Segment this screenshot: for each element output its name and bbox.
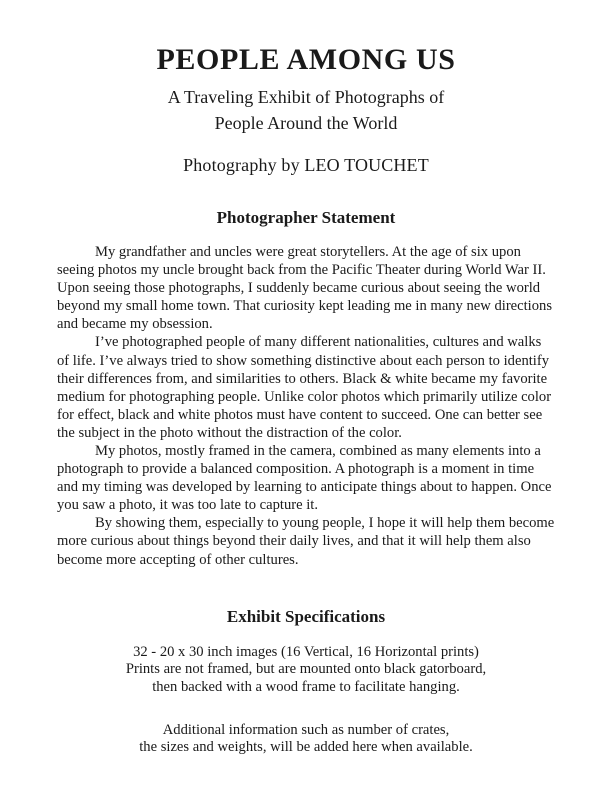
exhibit-specifications-body <box>71 644 541 696</box>
exhibit-specifications-heading: Exhibit Specifications <box>226 606 386 626</box>
statement-paragraph: I’ve photographed people of many different nationalities, cultures and walks of life. I’ve always tried to show something distinctive about each person to identify their differences from, and similarities to others. Black & white became my favorite medium for photographing people. Unlike color photos which primarily utilize color for effect, black and white photos must have content to succeed. One can better see the subject in the photo without the distraction of the color. <box>57 334 552 441</box>
specs-line: Prints are not framed, but are mounted onto black gatorboard, <box>125 661 487 678</box>
page-title: PEOPLE AMONG US <box>156 43 456 76</box>
specs-line: then backed with a wood frame to facilitate hanging. <box>152 678 460 695</box>
subtitle-line-2: People Around the World <box>214 112 398 133</box>
masthead <box>0 0 612 178</box>
byline: Photography by LEO TOUCHET <box>183 155 429 176</box>
specs-note-line: Additional information such as number of crates, <box>162 721 450 738</box>
subtitle-line-1: A Traveling Exhibit of Photographs of <box>167 87 445 108</box>
photographer-statement-heading: Photographer Statement <box>216 207 396 227</box>
specs-note-line: the sizes and weights, will be added here when available. <box>139 739 473 756</box>
exhibit-specifications-note <box>71 722 541 757</box>
subtitle <box>0 85 612 136</box>
statement-paragraph: By showing them, especially to young people, I hope it will help them become more curious about things beyond their daily lives, and that it will help them also become more accepting of other cultures. <box>57 515 555 568</box>
statement-paragraph: My grandfather and uncles were great storytellers. At the age of six upon seeing photos my uncle brought back from the Pacific Theater during World War II. Upon seeing those photographs, I suddenly became curious about seeing the world beyond my small home town. That curiosity kept leading me in many new directions and became my obsession. <box>57 243 553 333</box>
statement-paragraph: My photos, mostly framed in the camera, combined as many elements into a photograph to provide a balanced composition. A photograph is a moment in time and my timing was developed by learning to anticipate things about to happen. Once you saw a photo, it was too late to capture it. <box>57 443 552 514</box>
specs-line: 32 - 20 x 30 inch images (16 Vertical, 16 Horizontal prints) <box>133 643 479 660</box>
photographer-statement-body <box>57 243 555 569</box>
